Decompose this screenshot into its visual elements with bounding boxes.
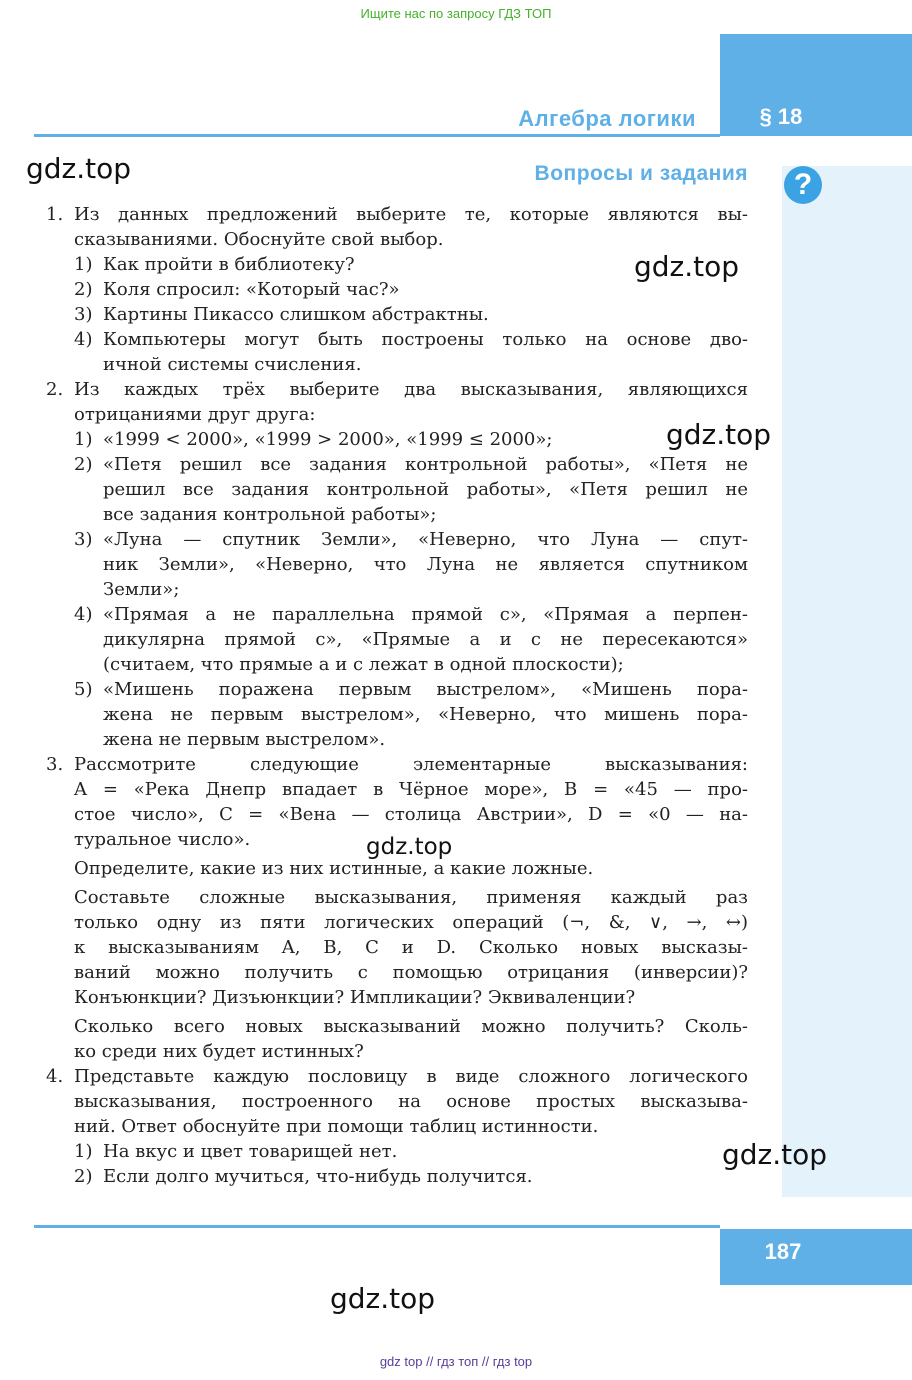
sub-item-text <box>103 1164 748 1189</box>
sub-item-number: 3) <box>74 529 93 550</box>
sub-item <box>74 302 748 327</box>
text-line: «Луна — спутник Земли», «Неверно, что Луна — спут- <box>103 529 748 550</box>
text-line: Коля спросил: «Который час?» <box>103 279 400 300</box>
side-panel <box>782 166 912 1197</box>
questions-heading: Вопросы и задания <box>534 162 748 185</box>
text-line: высказывания, построенного на основе простых высказыва- <box>74 1091 748 1112</box>
text-line: отрицаниями друг друга: <box>74 404 316 425</box>
text-line: «Петя решил все задания контрольной работы», «Петя не <box>103 454 748 475</box>
text-line: Рассмотрите следующие элементарные высказывания: <box>74 754 748 775</box>
text-line: решил все задания контрольной работы», «Петя решил не <box>103 479 748 500</box>
text-line: сказываниями. Обоснуйте свой выбор. <box>74 229 444 250</box>
sub-item-number: 1) <box>74 429 93 450</box>
paragraph <box>74 885 748 1010</box>
text-line: Составьте сложные высказывания, применяя каждый раз <box>74 887 748 908</box>
chapter-title: Алгебра логики <box>518 106 696 131</box>
sub-item-number: 1) <box>74 1141 93 1162</box>
text-line: Картины Пикассо слишком абстрактны. <box>103 304 489 325</box>
text-line: только одну из пяти логических операций (¬, &, ∨, →, ↔) <box>74 912 748 933</box>
sub-item-text <box>103 302 748 327</box>
sub-item-number: 2) <box>74 1166 93 1187</box>
question-body <box>74 377 748 752</box>
watermark: gdz.top <box>26 152 132 185</box>
sub-item-text <box>103 277 748 302</box>
sub-item <box>74 252 748 277</box>
text-line: Из каждых трёх выберите два высказывания, являющихся <box>74 379 748 400</box>
sub-item-number: 4) <box>74 329 93 350</box>
question-3 <box>46 752 748 1064</box>
sub-item <box>74 602 748 677</box>
sub-item <box>74 427 748 452</box>
question-mark-icon: ? <box>784 166 822 204</box>
sub-item-text <box>103 252 748 277</box>
text-line: «1999 < 2000», «1999 > 2000», «1999 ≤ 2000»; <box>103 429 553 450</box>
question-number: 1. <box>46 204 64 225</box>
text-line: «Мишень поражена первым выстрелом», «Мишень пора- <box>103 679 748 700</box>
question-number: 3. <box>46 754 64 775</box>
page-number: 187 <box>764 1239 802 1264</box>
question-number: 2. <box>46 379 64 400</box>
question-body <box>74 202 748 377</box>
text-line: ичной системы счисления. <box>103 354 362 375</box>
sub-item-number: 1) <box>74 254 93 275</box>
sub-item-text <box>103 327 748 377</box>
text-line: Из данных предложений выберите те, которые являются вы- <box>74 204 748 225</box>
text-line: жена не первым выстрелом». <box>103 729 386 750</box>
text-line: к высказываниям A, B, C и D. Сколько новых высказы- <box>74 937 748 958</box>
footer-links: gdz top // гдз топ // гдз top <box>379 1354 533 1369</box>
sub-item-text <box>103 1139 748 1164</box>
text-line: ний. Ответ обоснуйте при помощи таблиц истинности. <box>74 1116 599 1137</box>
watermark: gdz.top <box>666 418 772 451</box>
sub-item <box>74 527 748 602</box>
sub-item-text <box>103 527 748 602</box>
text-line: дикулярна прямой c», «Прямые a и c не пересекаются» <box>103 629 748 650</box>
footer-rule <box>34 1225 720 1228</box>
sub-item <box>74 1139 748 1164</box>
sub-item-text <box>103 427 748 452</box>
sub-item <box>74 277 748 302</box>
sub-item-text <box>103 452 748 527</box>
header-rule <box>34 134 720 137</box>
sub-item-text <box>103 677 748 752</box>
sub-item <box>74 1164 748 1189</box>
paragraph <box>74 1014 748 1064</box>
text-line: Конъюнкции? Дизъюнкции? Импликации? Эквиваленции? <box>74 987 636 1008</box>
text-line: туральное число». <box>74 829 251 850</box>
sub-item-number: 4) <box>74 604 93 625</box>
top-banner-text: Ищите нас по запросу ГДЗ ТОП <box>360 6 552 21</box>
question-number: 4. <box>46 1066 64 1087</box>
watermark: gdz.top <box>634 250 740 283</box>
paragraph <box>74 856 748 881</box>
text-line: стое число», C = «Вена — столица Австрии», D = «0 — на- <box>74 804 748 825</box>
sub-item <box>74 452 748 527</box>
watermark: gdz.top <box>366 834 453 860</box>
text-line: ваний можно получить с помощью отрицания (инверсии)? <box>74 962 748 983</box>
text-line: «Прямая a не параллельна прямой c», «Прямая a перпен- <box>103 604 748 625</box>
sub-item <box>74 327 748 377</box>
watermark: gdz.top <box>330 1282 436 1315</box>
text-line: ко среди них будет истинных? <box>74 1041 364 1062</box>
text-line: Если долго мучиться, что-нибудь получится. <box>103 1166 533 1187</box>
sub-item <box>74 677 748 752</box>
questions-list <box>46 202 748 1189</box>
sub-item-number: 2) <box>74 454 93 475</box>
section-number: § 18 <box>759 104 803 129</box>
sub-item-number: 5) <box>74 679 93 700</box>
text-line: A = «Река Днепр впадает в Чёрное море», B = «45 — про- <box>74 779 748 800</box>
text-line: Как пройти в библиотеку? <box>103 254 355 275</box>
text-line: ник Земли», «Неверно, что Луна не является спутником <box>103 554 748 575</box>
text-line: Представьте каждую пословицу в виде сложного логического <box>74 1066 748 1087</box>
text-line: все задания контрольной работы»; <box>103 504 437 525</box>
question-body <box>74 752 748 1064</box>
sub-item-number: 3) <box>74 304 93 325</box>
text-line: Компьютеры могут быть построены только на основе дво- <box>103 329 748 350</box>
question-4 <box>46 1064 748 1189</box>
question-2 <box>46 377 748 752</box>
sub-item-text <box>103 602 748 677</box>
text-line: Земли»; <box>103 579 180 600</box>
text-line: жена не первым выстрелом», «Неверно, что мишень пора- <box>103 704 748 725</box>
question-1 <box>46 202 748 377</box>
question-body <box>74 1064 748 1189</box>
sub-item-number: 2) <box>74 279 93 300</box>
text-line: Сколько всего новых высказываний можно получить? Сколь- <box>74 1016 748 1037</box>
text-line: (считаем, что прямые a и c лежат в одной плоскости); <box>103 654 624 675</box>
text-line: Определите, какие из них истинные, а какие ложные. <box>74 858 594 879</box>
watermark: gdz.top <box>722 1138 828 1171</box>
text-line: На вкус и цвет товарищей нет. <box>103 1141 398 1162</box>
